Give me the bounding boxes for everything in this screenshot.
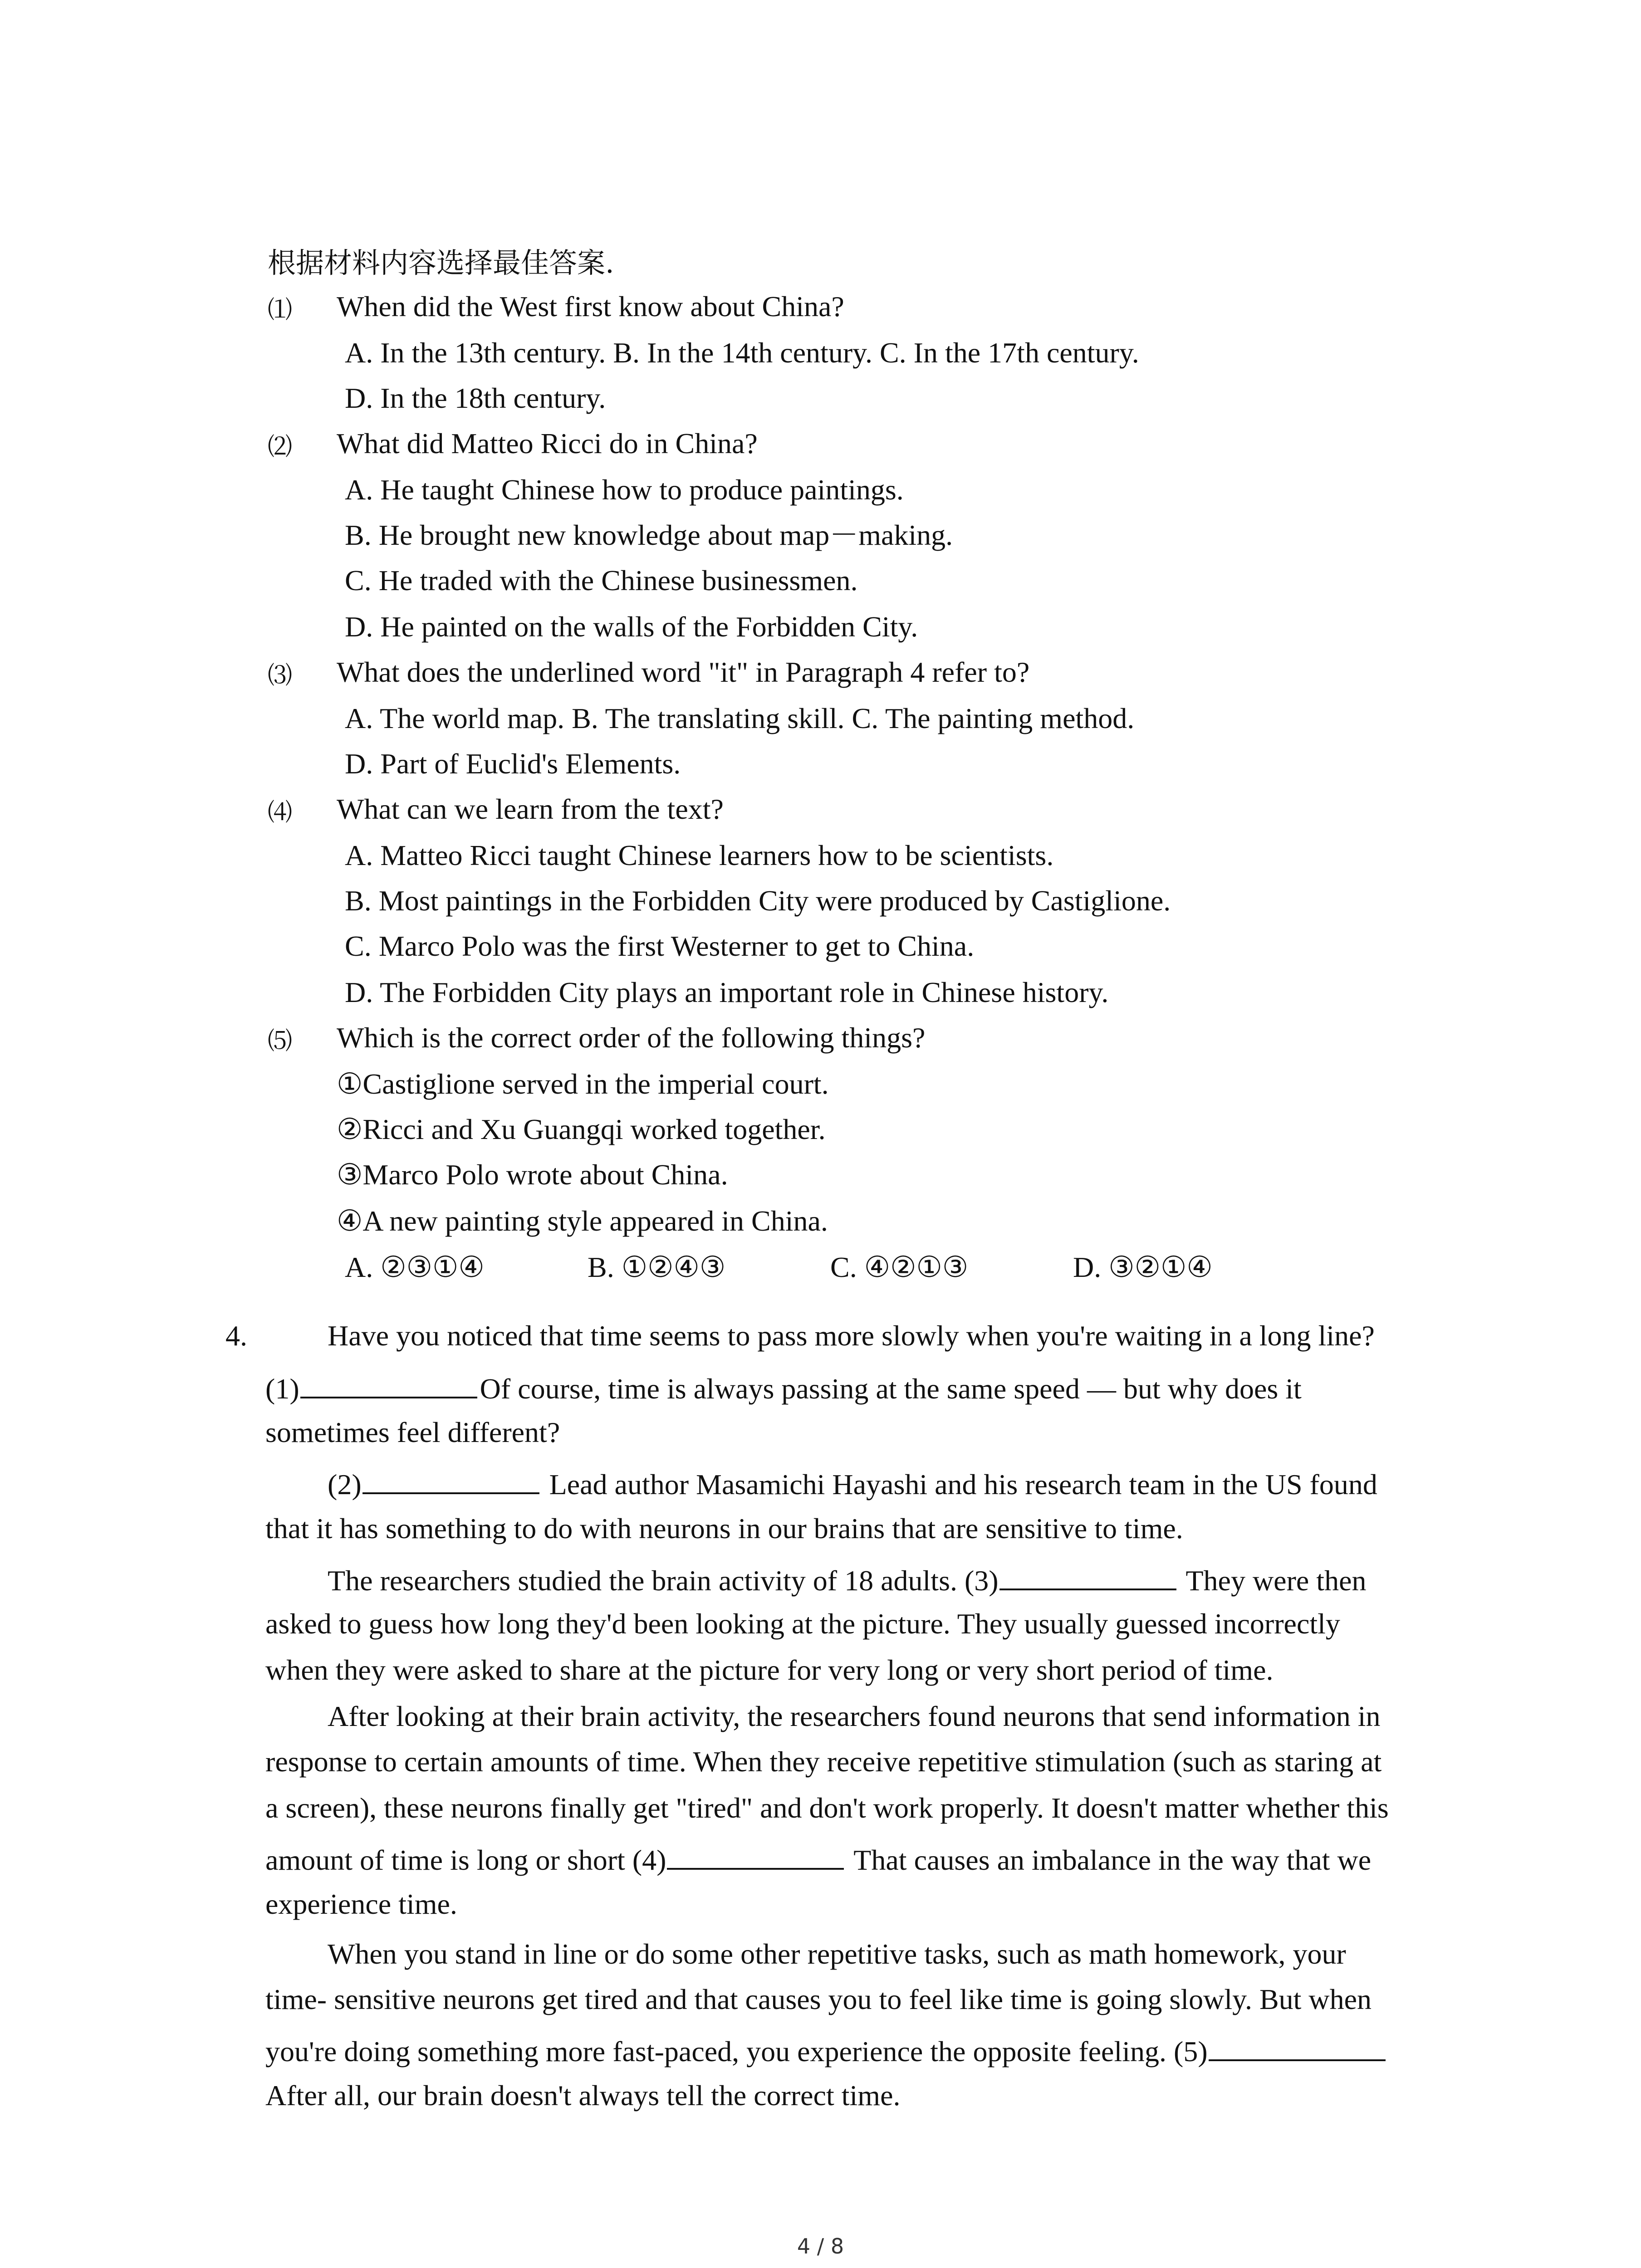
instructions: 根据材料内容选择最佳答案. [268, 246, 614, 279]
question-number: ⑶ [268, 661, 292, 689]
passage-line: experience time. [265, 1888, 457, 1920]
passage-line: a screen), these neurons finally get "tired" and don't work properly. It doesn't matter whether this [265, 1792, 1389, 1824]
passage-text: Lead author Masamichi Hayashi and his research team in the US found [542, 1468, 1377, 1501]
answer-choice: A. ②③①④ [345, 1251, 485, 1283]
option-line: C. Marco Polo was the first Westerner to get to China. [345, 930, 975, 962]
option-line: B. Most paintings in the Forbidden City were produced by Castiglione. [345, 885, 1171, 917]
question-stem: What can we learn from the text? [337, 793, 724, 825]
passage-line: sometimes feel different? [265, 1416, 560, 1448]
question-stem: When did the West first know about China? [337, 290, 844, 323]
option-line: D. Part of Euclid's Elements. [345, 748, 681, 780]
passage-text: Of course, time is always passing at the same speed — but why does it [480, 1373, 1302, 1405]
passage-text: The researchers studied the brain activity of 18 adults. (3) [328, 1564, 999, 1597]
passage-line: asked to guess how long they'd been looking at the picture. They usually guessed incorrectly [265, 1608, 1340, 1640]
question-number-4: 4. [225, 1320, 247, 1352]
question-number: ⑵ [268, 432, 292, 461]
passage-line [265, 2031, 1388, 2070]
passage-line: time- sensitive neurons get tired and that causes you to feel like time is going slowly. But when [265, 1983, 1372, 2015]
passage-line [265, 1369, 1302, 1407]
answer-blank-3[interactable] [999, 1560, 1176, 1590]
passage-line [265, 1840, 1371, 1878]
passage-text: They were then [1179, 1564, 1367, 1597]
question-number: ⑷ [268, 798, 292, 826]
passage-line: response to certain amounts of time. When they receive repetitive stimulation (such as staring at [265, 1745, 1382, 1778]
passage-line: that it has something to do with neurons in our brains that are sensitive to time. [265, 1512, 1183, 1545]
answer-choice: D. ③②①④ [1073, 1251, 1213, 1283]
option-line: D. The Forbidden City plays an important role in Chinese history. [345, 976, 1109, 1008]
question-stem: What did Matteo Ricci do in China? [337, 427, 758, 459]
page-number: 4 / 8 [797, 2234, 844, 2258]
question-number: ⑴ [268, 295, 292, 324]
event-line: ①Castiglione served in the imperial court. [337, 1068, 829, 1100]
answer-choice: C. ④②①③ [830, 1251, 969, 1283]
event-line: ②Ricci and Xu Guangqi worked together. [337, 1113, 826, 1145]
passage-line [328, 1560, 1366, 1599]
option-line: A. In the 13th century. B. In the 14th century. C. In the 17th century. [345, 337, 1139, 369]
question-stem: What does the underlined word "it" in Paragraph 4 refer to? [337, 656, 1030, 688]
option-line: A. The world map. B. The translating skill. C. The painting method. [345, 702, 1135, 734]
option-line: B. He brought new knowledge about map－making. [345, 519, 953, 551]
question-stem: Which is the correct order of the following things? [337, 1022, 926, 1054]
passage-line [328, 1464, 1377, 1503]
option-line: D. He painted on the walls of the Forbidden City. [345, 611, 918, 643]
option-line: A. He taught Chinese how to produce paintings. [345, 474, 904, 506]
answer-blank-1[interactable] [300, 1369, 477, 1398]
answer-blank-5[interactable] [1209, 2031, 1386, 2061]
passage-text: you're doing something more fast-paced, you experience the opposite feeling. (5) [265, 2035, 1208, 2068]
passage-line: Have you noticed that time seems to pass more slowly when you're waiting in a long line? [328, 1320, 1375, 1352]
option-line: D. In the 18th century. [345, 382, 606, 414]
passage-line: After all, our brain doesn't always tell the correct time. [265, 2079, 901, 2112]
passage-line: After looking at their brain activity, the researchers found neurons that send information in [328, 1700, 1381, 1732]
blank-label: (1) [265, 1373, 299, 1405]
passage-text: amount of time is long or short (4) [265, 1844, 666, 1876]
question-number: ⑸ [268, 1026, 292, 1055]
option-line: A. Matteo Ricci taught Chinese learners how to be scientists. [345, 839, 1054, 871]
passage-line: when they were asked to share at the picture for very long or very short period of time. [265, 1654, 1274, 1686]
answer-blank-2[interactable] [362, 1464, 539, 1494]
passage-text: That causes an imbalance in the way that we [847, 1844, 1372, 1876]
option-line: C. He traded with the Chinese businessmen. [345, 564, 858, 596]
event-line: ③Marco Polo wrote about China. [337, 1158, 728, 1191]
passage-line: When you stand in line or do some other repetitive tasks, such as math homework, your [328, 1938, 1346, 1970]
blank-label: (2) [328, 1468, 362, 1501]
answer-blank-4[interactable] [667, 1840, 844, 1870]
answer-choice: B. ①②④③ [588, 1251, 726, 1283]
event-line: ④A new painting style appeared in China. [337, 1205, 828, 1237]
